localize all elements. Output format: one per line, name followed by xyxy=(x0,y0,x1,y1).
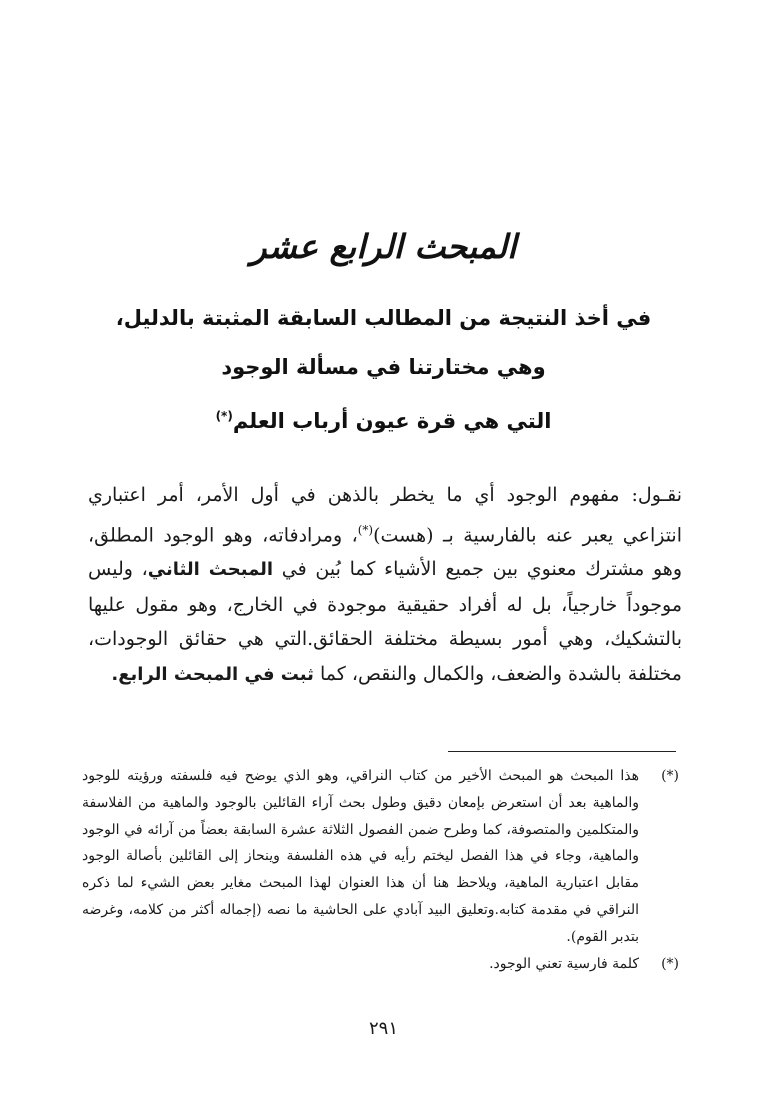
footnote-ref-title: (*) xyxy=(215,409,233,423)
section-title-line-1: في أخذ النتيجة من المطالب السابقة المثبتة بالدليل، xyxy=(115,306,652,330)
body-text-part-1: نقـول: مفهوم الوجود أي ما يخطر بالذهن في أول الأمر، أمر اعتباري انتزاعي يعبر عنه بالفارسية بـ (هست) xyxy=(88,484,683,546)
footnote-2 xyxy=(82,951,679,978)
footnote-1-marker: (*) xyxy=(661,768,679,784)
body-bold-reference-2: ثبت في المبحث الرابع. xyxy=(111,663,314,685)
section-title-line-3 xyxy=(60,392,707,446)
heading-block xyxy=(60,222,707,446)
body-bold-reference-1: المبحث الثاني xyxy=(147,559,274,581)
footnote-2-marker: (*) xyxy=(661,955,679,972)
section-title-line-2: وهي مختارتنا في مسألة الوجود xyxy=(221,355,546,379)
footnote-1 xyxy=(82,763,679,951)
footnote-1-text: هذا المبحث هو المبحث الأخير من كتاب النراقي، وهو الذي يوضح فيه فلسفته ورؤيته للوجود والماهية بعد أن استعرض بإمعان دقيق وطول بحث آراء القائلين بالوجود والماهية من الفلاسفة والمتكلمين والمتصوفة، كما وطرح ضمن الفصول الثلاثة عشرة السابقة بعضاً من آرائه في الوجود والماهية، وجاء في هذا الفصل ليختم رأيه في هذه الفلسفة وينحاز إلى القائلين بأصالة الوجود مقابل اعتبارية الماهية، ويلاحظ هنا أن هذا العنوان لهذا المبحث مغاير بعض الشيء لما ذكره النراقي في مقدمة كتابه.وتعليق البيد آبادي على الحاشية ما نصه (إجماله أكثر من كلامه، وغرضه بتدبر القوم). xyxy=(82,768,639,945)
section-title-line-3-text: التي هي قرة عيون أرباب العلم xyxy=(232,409,552,433)
footnote-ref-body: (*) xyxy=(357,522,374,537)
body-paragraph xyxy=(88,478,682,692)
footnote-2-text: كلمة فارسية تعني الوجود. xyxy=(489,955,639,972)
body-text-part-3: ، وليس موجوداً خارجياً، بل له أفراد حقيقية موجودة في الخارج، وهو مقول عليها بالتشكيك، وهي أمور بسيطة مختلفة الحقائق.التي هي حقائق الوجودات، مختلفة بالشدة والضعف، والكمال والنقص، كما xyxy=(88,558,682,685)
footnotes xyxy=(82,763,679,977)
body-text-part-2: ، ومرادفاته، وهو الوجود المطلق، وهو مشترك معنوي بين جميع الأشياء كما بُين في xyxy=(88,523,682,581)
footnote-separator xyxy=(448,751,676,752)
page-number: ٢٩١ xyxy=(368,1018,398,1039)
chapter-title: المبحث الرابع عشر xyxy=(250,227,517,266)
